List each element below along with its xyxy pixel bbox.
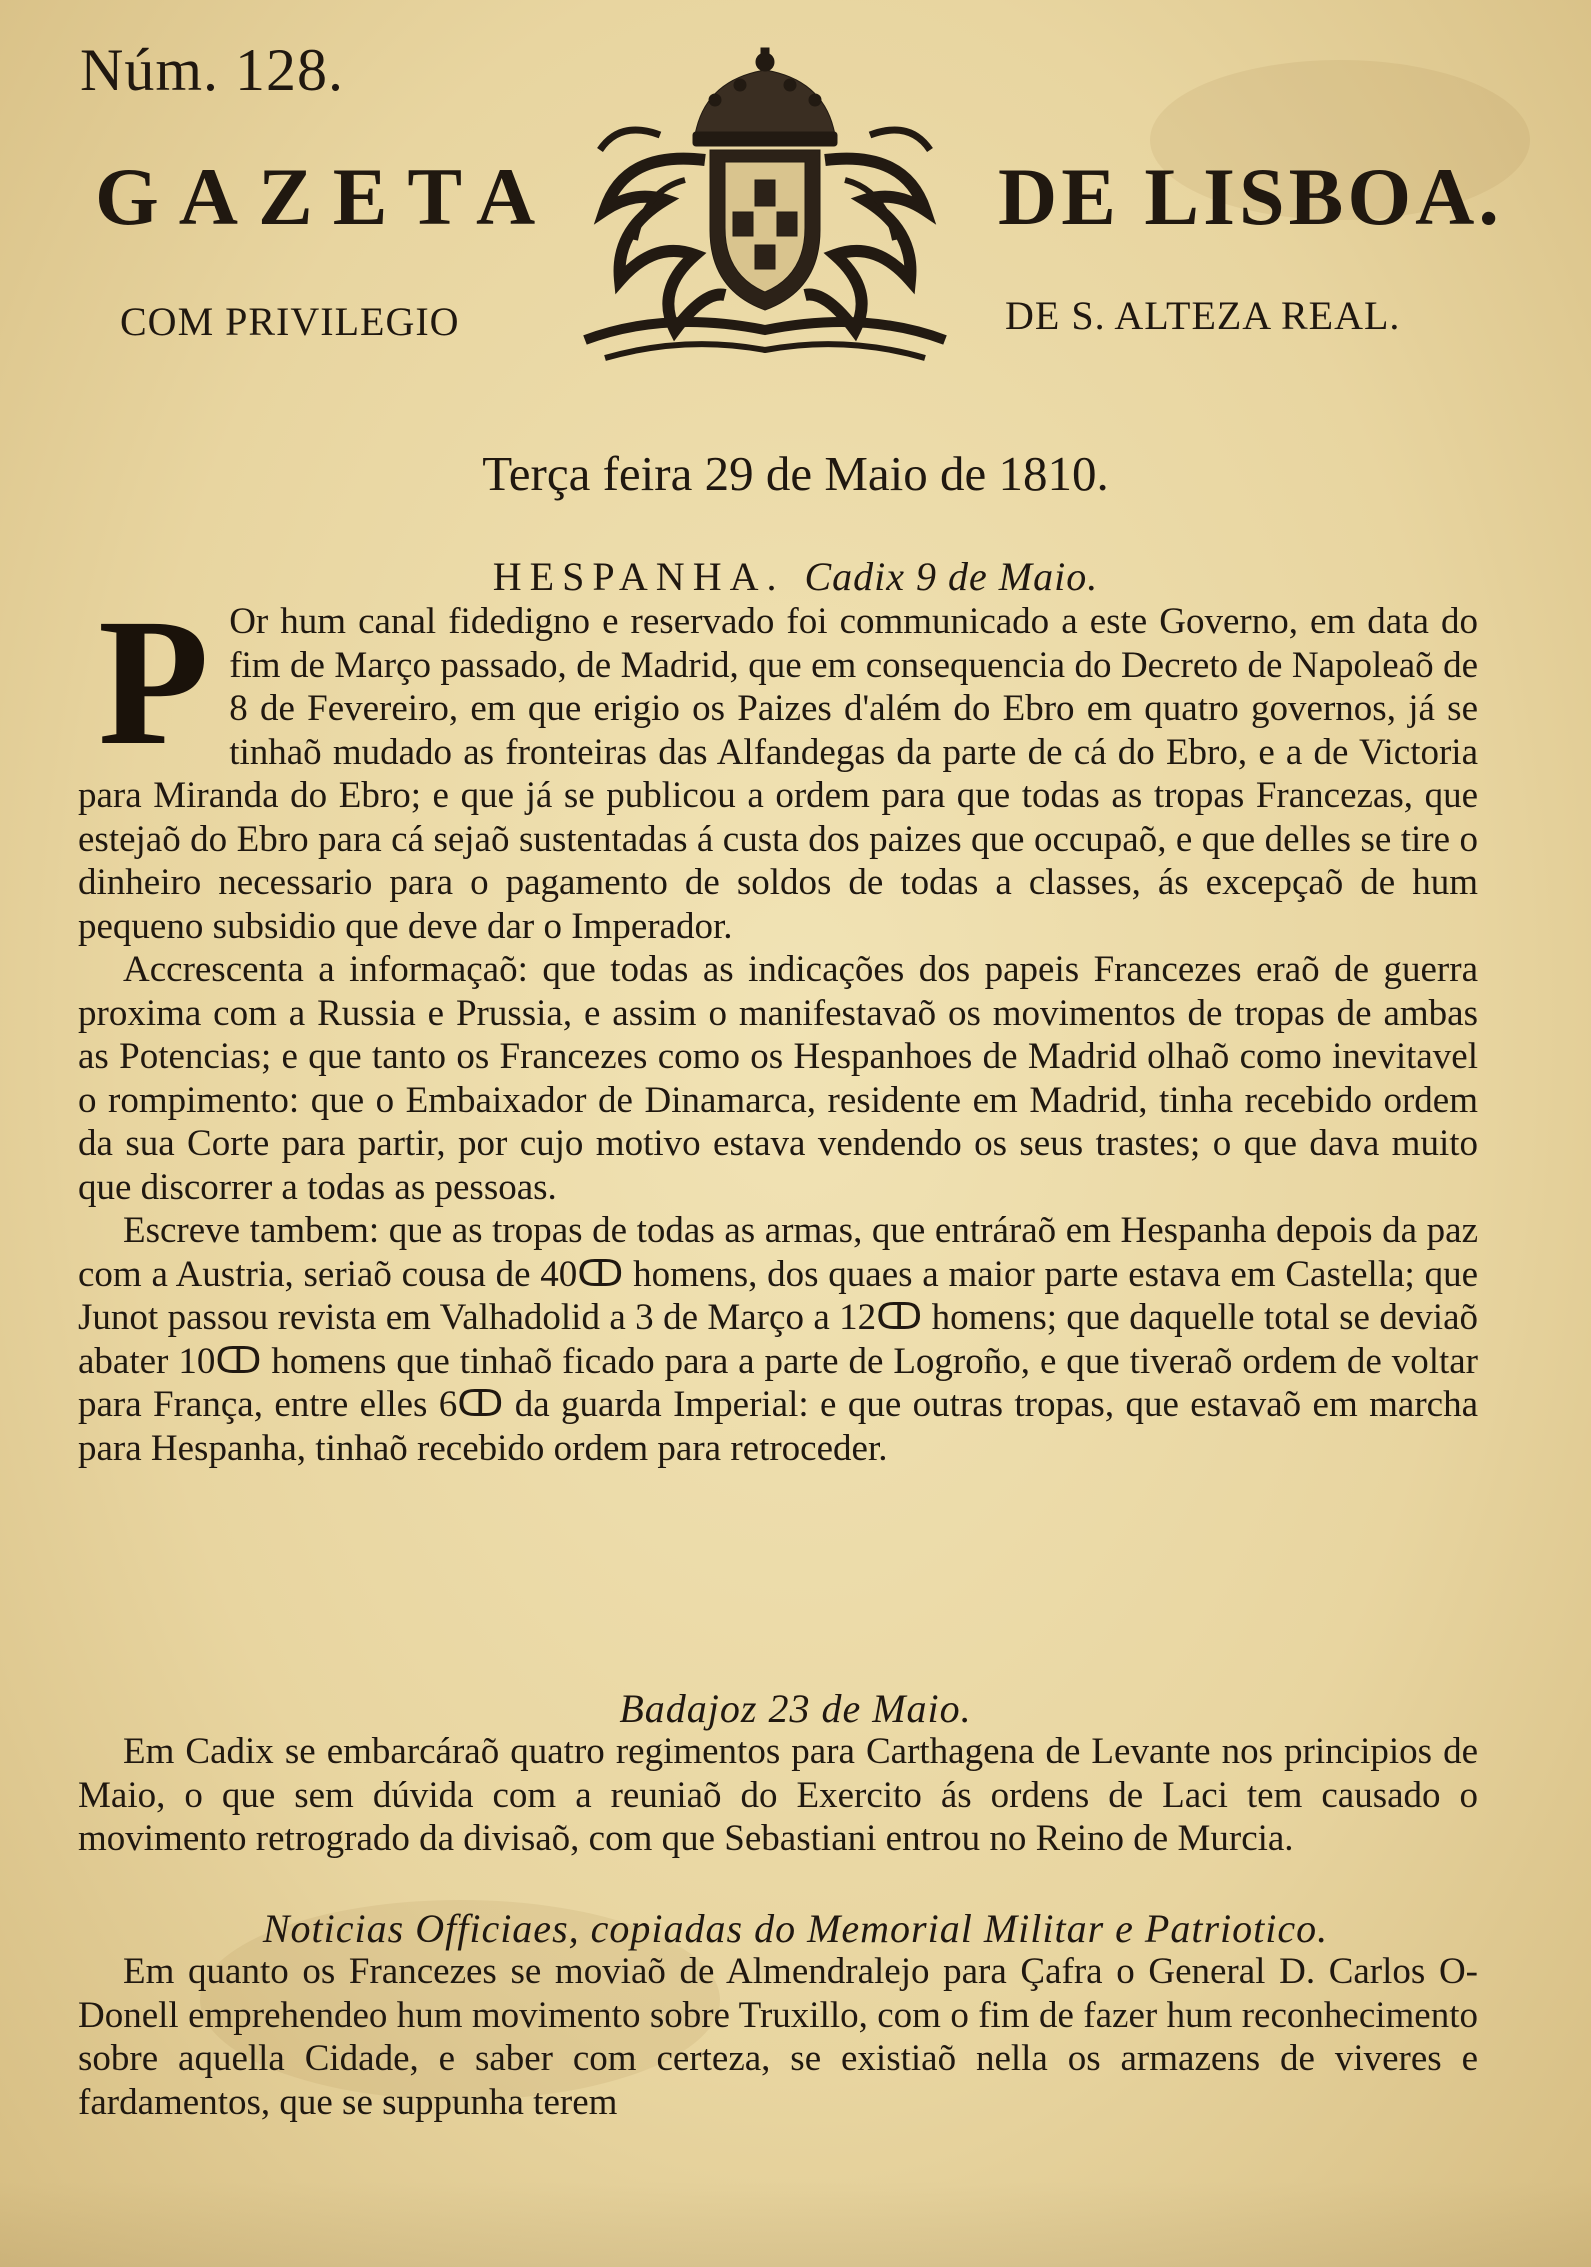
drop-cap: P (98, 582, 210, 783)
page-bottom-shadow (0, 2180, 1591, 2267)
section-heading-badajoz (0, 1685, 1591, 1732)
paragraph: Em Cadix se embarcáraõ quatro regimentos para Carthagena de Levante nos principios de Maio, o que sem dúvida com a reuniaõ do Exercito ás ordens de Laci tem causado o movimento retrogrado da divisaõ, com que Sebastiani entrou no Reino de Murcia. (78, 1731, 1478, 1859)
issue-date: Terça feira 29 de Maio de 1810. (482, 446, 1109, 501)
privilege-left: COM PRIVILEGIO (120, 299, 460, 344)
paragraph-text: Or hum canal fidedigno e reservado foi communicado a este Governo, em data do fim de Março passado, de Madrid, que em consequencia do Decreto de Napoleaõ de 8 de Fevereiro, em que erigio os Paizes d'além do Ebro em quatro governos, já se tinhaõ mudado as fronteiras das Alfandegas da parte de cá do Ebro, e a de Victoria para Miranda do Ebro; e que já se publicou a ordem para que todas as tropas Francezas, que estejaõ do Ebro para cá sejaõ sustentadas á custa dos paizes que occupaõ, e que delles se tire o dinheiro necessario para o pagamento de soldos de todas a classes, ás excepçaõ de hum pequeno subsidio que deve dar o Imperador. (78, 601, 1478, 947)
dateline: Cadix 9 de Maio. (804, 554, 1099, 599)
dateline: Badajoz 23 de Maio. (619, 1686, 972, 1731)
title-de-lisboa: DE LISBOA. (998, 151, 1503, 242)
privilege-right: DE S. ALTEZA REAL. (1005, 293, 1401, 338)
article-badajoz (78, 1730, 1478, 1861)
article-noticias (78, 1950, 1478, 2124)
section-heading-noticias (0, 1905, 1591, 1952)
paragraph (78, 582, 1478, 948)
section-heading-hespanha (0, 553, 1591, 600)
issue-number: Núm. 128. (80, 37, 344, 103)
paragraph: Em quanto os Francezes se moviaõ de Almendralejo para Çafra o General D. Carlos O-Donell emprehendeo hum movimento sobre Truxillo, com o fim de fazer hum reconhecimento sobre aquella Cidade, e saber com certeza, se existiaõ nella os armazens de viveres e fardamentos, que se suppunha terem (78, 1951, 1478, 2123)
article-hespanha (78, 582, 1478, 1470)
paragraph: Accrescenta a informaçaõ: que todas as indicações dos papeis Francezes eraõ de guerra proxima com a Russia e Prussia, e assim o manifestavaõ os movimentos de tropas de ambas as Potencias; e que tanto os Francezes como os Hespanhoes de Madrid olhaõ como inevitavel o rompimento: que o Embaixador de Dinamarca, residente em Madrid, tinha recebido ordem da sua Corte para partir, por cujo motivo estava vendendo os seus trastes; o que dava muito que discorrer a todas as pessoas. (78, 949, 1478, 1208)
country-heading: HESPANHA. (492, 554, 785, 599)
paragraph: Escreve tambem: que as tropas de todas as armas, que entráraõ em Hespanha depois da paz com a Austria, seriaõ cousa de 40ↀ homens, dos quaes a maior parte estava em Castella; que Junot passou revista em Valhadolid a 3 de Março a 12ↀ homens; que daquelle total se deviaõ abater 10ↀ homens que tinhaõ ficado para a parte de Logroño, e que tiveraõ ordem de voltar para França, entre elles 6ↀ da guarda Imperial: e que outras tropas, que estavaõ em marcha para Hespanha, tinhaõ recebido ordem para retroceder. (78, 1210, 1478, 1469)
title-gazeta: GAZETA (95, 151, 556, 242)
royal-crest-icon (565, 40, 965, 370)
section-heading: Noticias Officiaes, copiadas do Memorial Militar e Patriotico. (262, 1906, 1329, 1951)
